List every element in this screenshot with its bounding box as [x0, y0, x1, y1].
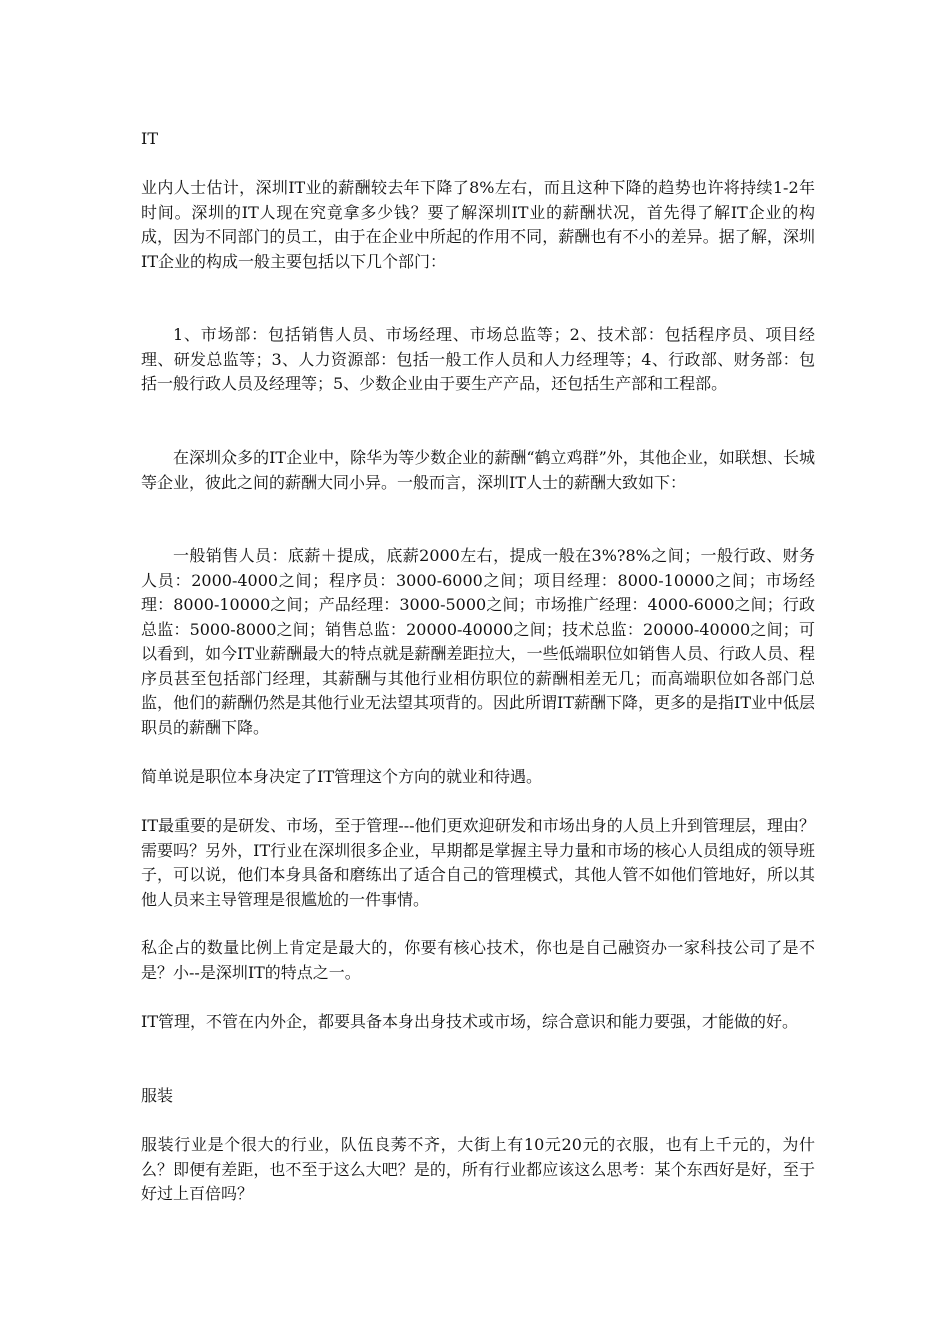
- section-heading-it: IT: [141, 129, 158, 148]
- paragraph-management: IT最重要的是研发、市场，至于管理---他们更欢迎研发和市场出身的人员上升到管理层，理由？需要吗？另外，IT行业在深圳很多企业，早期都是掌握主导力量和市场的核心人员组成的领导班子，可以说，他们本身具备和磨练出了适合自己的管理模式，其他人管不如他们管地好，所以其他人员来主导管理是很尴尬的一件事情。: [141, 816, 815, 909]
- paragraph-summary: 简单说是职位本身决定了IT管理这个方向的就业和待遇。: [141, 767, 542, 786]
- paragraph-it-management: IT管理，不管在内外企，都要具备本身出身技术或市场，综合意识和能力要强，才能做的好。: [141, 1012, 798, 1031]
- section-heading-clothing: 服装: [141, 1086, 174, 1105]
- paragraph-clothing: 服装行业是个很大的行业，队伍良莠不齐，大街上有10元20元的衣服，也有上千元的，为什么？即便有差距，也不至于这么大吧？是的，所有行业都应该这么思考：某个东西好是好，至于好过上百倍吗？: [141, 1135, 815, 1203]
- paragraph-companies: 在深圳众多的IT企业中，除华为等少数企业的薪酬“鹤立鸡群”外，其他企业，如联想、长城等企业，彼此之间的薪酬大同小异。一般而言，深圳IT人士的薪酬大致如下：: [141, 448, 815, 492]
- paragraph-salaries: 一般销售人员：底薪＋提成，底薪2000左右，提成一般在3%?8%之间；一般行政、财务人员：2000-4000之间；程序员：3000-6000之间；项目经理：8000-10000之间；市场经理：8000-10000之间；产品经理：3000-5000之间；市场推广经理：4000-6000之间；行政总监：5000-8000之间；销售总监：20000-40000之间；技术总监：20000-40000之间；可以看到，如今IT业薪酬最大的特点就是薪酬差距拉大，一些低端职位如销售人员、行政人员、程序员甚至包括部门经理，其薪酬与其他行业相仿职位的薪酬相差无几；而高端职位如各部门总监，他们的薪酬仍然是其他行业无法望其项背的。因此所谓IT薪酬下降，更多的是指IT业中低层职员的薪酬下降。: [141, 546, 815, 737]
- paragraph-intro: 业内人士估计，深圳IT业的薪酬较去年下降了8%左右，而且这种下降的趋势也许将持续1-2年时间。深圳的IT人现在究竟拿多少钱？要了解深圳IT业的薪酬状况，首先得了解IT企业的构成，因为不同部门的员工，由于在企业中所起的作用不同，薪酬也有不小的差异。据了解，深圳IT企业的构成一般主要包括以下几个部门：: [141, 178, 815, 271]
- paragraph-departments: 1、市场部：包括销售人员、市场经理、市场总监等；2、技术部：包括程序员、项目经理、研发总监等；3、人力资源部：包括一般工作人员和人力经理等；4、行政部、财务部：包括一般行政人员及经理等；5、少数企业由于要生产产品，还包括生产部和工程部。: [141, 325, 815, 393]
- paragraph-private-enterprise: 私企占的数量比例上肯定是最大的，你要有核心技术，你也是自己融资办一家科技公司了是不是？小--是深圳IT的特点之一。: [141, 938, 815, 982]
